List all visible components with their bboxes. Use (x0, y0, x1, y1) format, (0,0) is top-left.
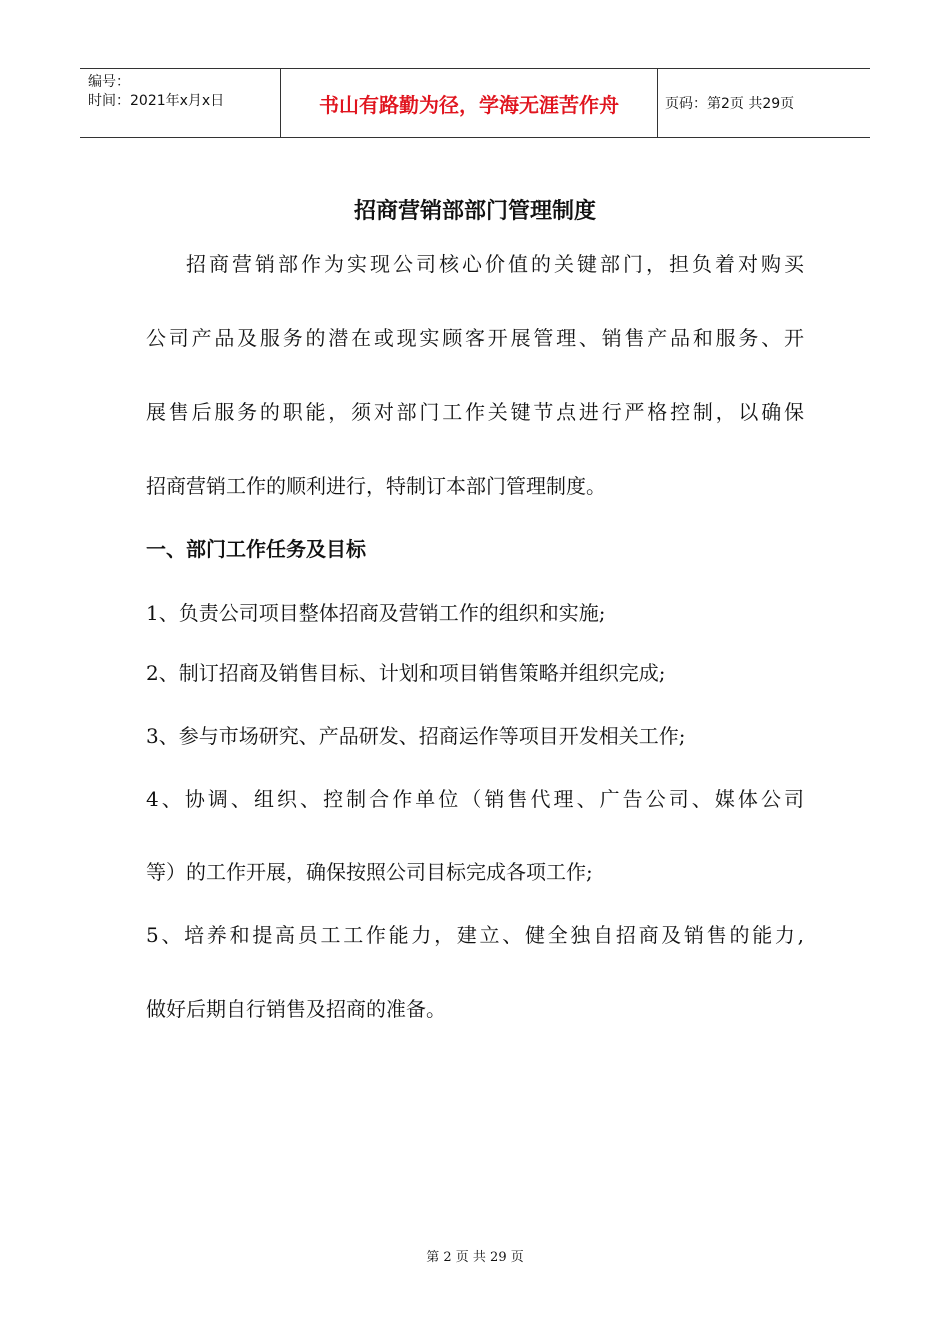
intro-line: 展售后服务的职能，须对部门工作关键节点进行严格控制，以确保 (146, 400, 804, 424)
page-footer: 第 2 页 共 29 页 (426, 1250, 524, 1265)
document-number-label: 编号： (88, 74, 130, 90)
list-item: 2、制订招商及销售目标、计划和项目销售策略并组织完成; (146, 661, 666, 685)
intro-line: 招商营销工作的顺利进行，特制订本部门管理制度。 (146, 474, 606, 498)
list-item: 5、培养和提高员工工作能力，建立、健全独自招商及销售的能力, (146, 923, 804, 947)
document-title: 招商营销部部门管理制度 (353, 199, 596, 224)
intro-line: 公司产品及服务的潜在或现实顾客开展管理、销售产品和服务、开 (146, 326, 804, 350)
header-page-info: 页码：第2页 共29页 (665, 96, 795, 112)
intro-line: 招商营销部作为实现公司核心价值的关键部门，担负着对购买 (186, 252, 804, 276)
list-item: 4、协调、组织、控制合作单位（销售代理、广告公司、媒体公司 (146, 787, 804, 811)
header-info-cell (80, 69, 280, 137)
list-item: 3、参与市场研究、产品研发、招商运作等项目开发相关工作; (146, 724, 686, 748)
document-time-label: 时间：2021年x月x日 (88, 93, 225, 109)
list-item: 做好后期自行销售及招商的准备。 (146, 997, 446, 1021)
header-motto: 书山有路勤为径，学海无涯苦作舟 (280, 69, 658, 137)
header-table (80, 68, 870, 138)
section-heading: 一、部门工作任务及目标 (146, 537, 366, 561)
list-item: 等）的工作开展，确保按照公司目标完成各项工作; (146, 860, 593, 884)
list-item: 1、负责公司项目整体招商及营销工作的组织和实施; (146, 601, 606, 625)
